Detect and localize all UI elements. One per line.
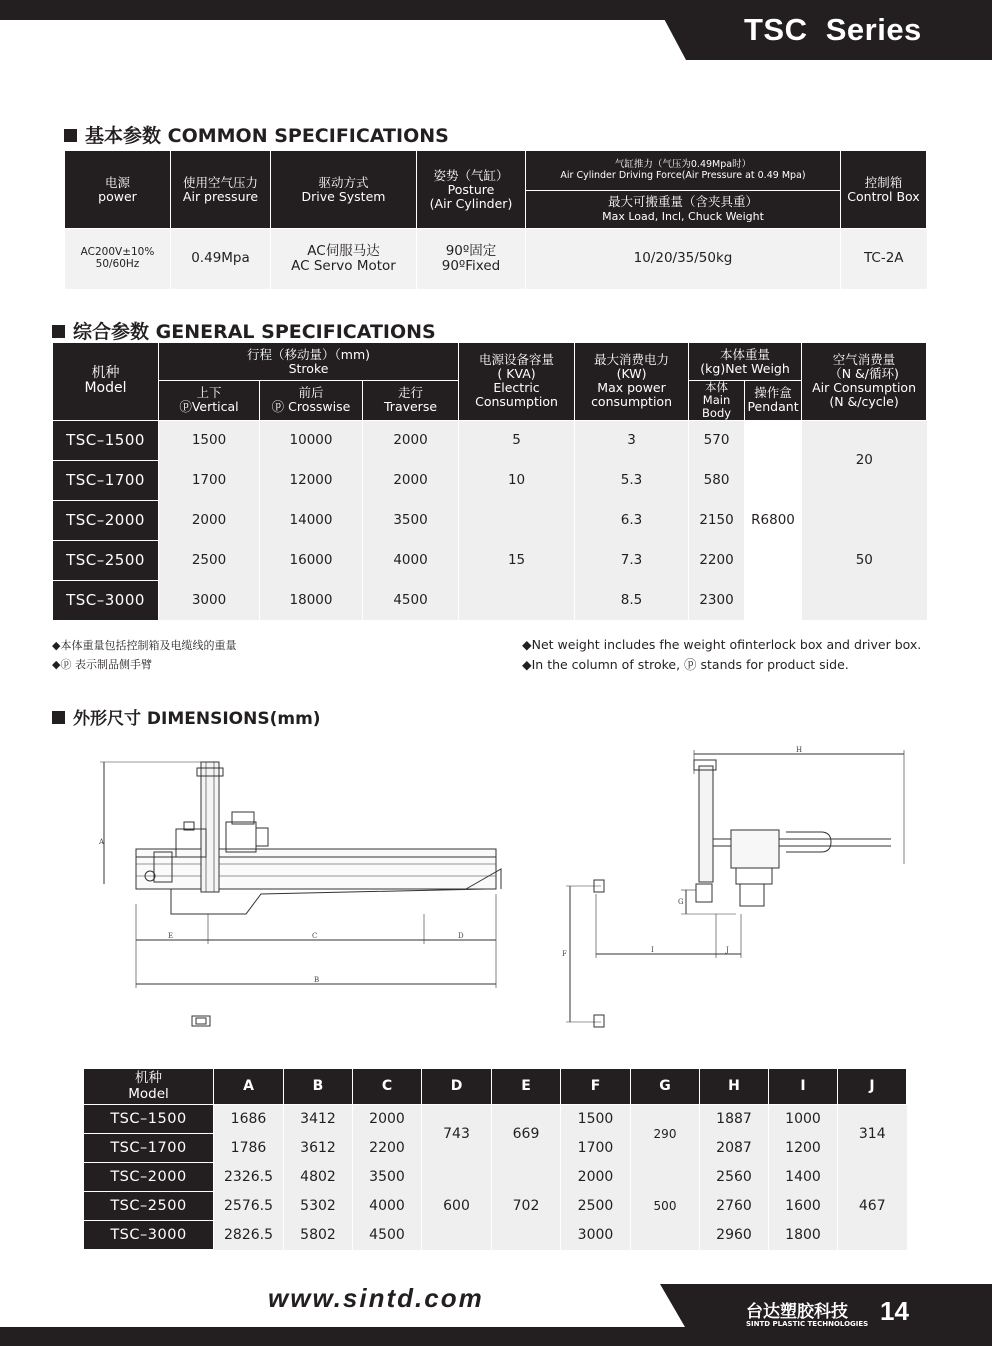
company-name-en: SINTD PLASTIC TECHNOLOGIES [746, 1320, 869, 1328]
header-stroke: 行程（移动量）（mm) Stroke [159, 343, 459, 381]
header-main-body: 本体 Main Body [689, 381, 745, 421]
header-model: 机种 Model [84, 1069, 214, 1105]
header-air-pressure: 使用空气压力 Air pressure [171, 151, 271, 229]
value-air-pressure: 0.49Mpa [171, 229, 271, 289]
header-power: 电源 power [65, 151, 171, 229]
model-cell: TSC–1500 [53, 420, 159, 460]
front-view-drawing [100, 762, 501, 1026]
bullet-square-icon [64, 129, 77, 142]
header-control-box: 控制箱 Control Box [841, 151, 927, 229]
table-row: TSC–1700 1700 12000 2000 10 5.3 580 [53, 460, 927, 500]
dimension-drawings [96, 744, 916, 1034]
general-spec-title: 综合参数 GENERAL SPECIFICATIONS [52, 317, 436, 344]
model-cell: TSC–2000 [53, 500, 159, 540]
pendant-cell: R6800 [745, 420, 802, 620]
header-electric-consumption: 电源设备容量 ( KVA) Electric Consumption [459, 343, 575, 421]
label-H: H [796, 746, 803, 754]
model-cell: TSC–1700 [53, 460, 159, 500]
value-drive-system: AC伺服马达 AC Servo Motor [271, 229, 417, 289]
label-I: I [651, 946, 654, 954]
header-driving-force: 气缸推力（气压为0.49Mpa时） Air Cylinder Driving Force(Air Pressure at 0.49 Mpa) [526, 151, 841, 191]
general-spec-table [52, 342, 927, 621]
label-E: E [168, 932, 174, 940]
note-en-product-side: ◆In the column of stroke, ⓟ stands for product side. [522, 657, 849, 672]
bullet-square-icon [52, 325, 65, 338]
header-model: 机种 Model [53, 343, 159, 421]
bullet-square-icon [52, 711, 65, 724]
header-crosswise: 前后 ⓟ Crosswise [260, 381, 363, 421]
series-title: TSC Series [744, 12, 922, 47]
label-G: G [678, 898, 684, 906]
value-control-box: TC-2A [841, 229, 927, 289]
header-pendant: 操作盒 Pendant [745, 381, 802, 421]
label-F: F [562, 950, 567, 958]
label-C: C [312, 932, 318, 940]
note-cn-weight: ◆本体重量包括控制箱及电缆线的重量 [52, 639, 237, 652]
table-row: TSC–3000 2826.5 5802 4500 3000 2960 1800 [84, 1221, 907, 1250]
common-spec-table [64, 150, 927, 289]
table-row: TSC–2500 2500 16000 4000 7.3 2200 [53, 540, 927, 580]
header-max-load: 最大可搬重量（含夹具重） Max Load, Incl, Chuck Weight [526, 191, 841, 229]
dimensions-table: 机种 Model A B C D E F G H I J TSC–1500 1686 3412 2000 743 669 1500 290 1887 1000 314 TSC–1700 1786 3612 2200 1700 2087 1200 TSC–2000 2326.5 4802 3500 600 702 2000 500 2560 1400 467 TSC–2500 2576.5 5302 4000 2500 2760 1600 TSC–3000 2826.5 5802 4500 3000 2960 1800 [83, 1068, 907, 1250]
label-A: A [99, 838, 105, 846]
note-en-weight: ◆Net weight includes fhe weight ofinterlock box and driver box. [522, 637, 922, 652]
table-row: TSC–2500 2576.5 5302 4000 2500 2760 1600 [84, 1192, 907, 1221]
model-cell: TSC–2500 [53, 540, 159, 580]
table-row: TSC–1500 1686 3412 2000 743 669 1500 290 1887 1000 314 [84, 1105, 907, 1134]
table-row: TSC–2000 2326.5 4802 3500 600 702 2000 500 2560 1400 467 [84, 1163, 907, 1192]
table-row: TSC–1500 1500 10000 2000 5 3 570 R6800 20 [53, 420, 927, 460]
page-number: 14 [880, 1296, 909, 1326]
header-drive-system: 驱动方式 Drive System [271, 151, 417, 229]
header-vertical: 上下 ⓟVertical [159, 381, 260, 421]
common-spec-title: 基本参数 COMMON SPECIFICATIONS [64, 121, 449, 148]
header-posture: 姿势（气缸） Posture (Air Cylinder) [417, 151, 526, 229]
note-cn-product-side: ◆ⓟ 表示制品侧手臂 [52, 658, 152, 671]
website-link[interactable]: www.sintd.com [268, 1283, 484, 1313]
side-view-drawing [566, 750, 904, 1027]
header-traverse: 走行 Traverse [363, 381, 459, 421]
label-J: J [726, 946, 729, 954]
table-row: TSC–1700 1786 3612 2200 1700 2087 1200 [84, 1134, 907, 1163]
header-net-weight: 本体重量 (kg)Net Weigh [689, 343, 802, 381]
table-row: TSC–2000 2000 14000 3500 15 6.3 2150 50 [53, 500, 927, 540]
company-name-cn: 台达塑胶科技 [746, 1302, 848, 1322]
value-max-load: 10/20/35/50kg [526, 229, 841, 289]
label-B: B [314, 976, 320, 984]
label-D: D [458, 932, 464, 940]
table-row: TSC–3000 3000 18000 4500 8.5 2300 [53, 580, 927, 620]
header-max-power: 最大消费电力 (KW) Max power consumption [575, 343, 689, 421]
value-posture: 90º固定 90ºFixed [417, 229, 526, 289]
header-air-consumption: 空气消费量 （N &/循环) Air Consumption (N &/cycle) [802, 343, 927, 421]
dimensions-title: 外形尺寸 DIMENSIONS(mm) [52, 704, 321, 729]
model-cell: TSC–3000 [53, 580, 159, 620]
value-power: AC200V±10% 50/60Hz [65, 229, 171, 289]
